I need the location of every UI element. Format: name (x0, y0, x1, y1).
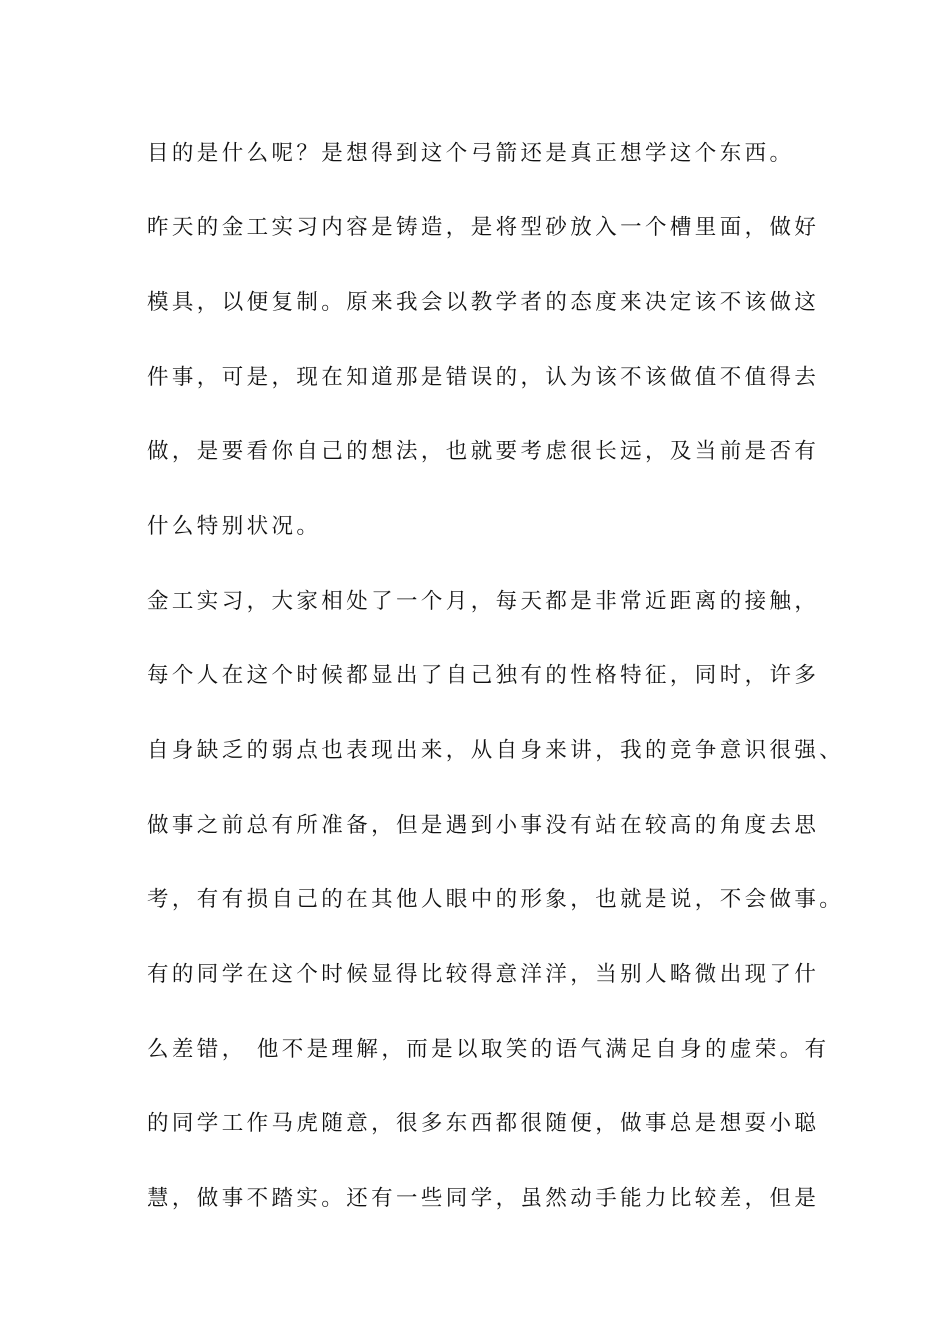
text-line-4: 件事，可是，现在知道那是错误的，认为该不该做值不值得去 (147, 365, 820, 390)
text-line-8: 每个人在这个时候都显出了自己独有的性格特征，同时，许多 (147, 663, 820, 688)
text-line-7: 金工实习，大家相处了一个月，每天都是非常近距离的接触， (147, 589, 820, 614)
text-line-2: 昨天的金工实习内容是铸造，是将型砂放入一个槽里面，做好 (147, 215, 820, 240)
text-line-13: 么差错， 他不是理解，而是以取笑的语气满足自身的虚荣。有 (147, 1037, 830, 1062)
text-line-1: 目的是什么呢？是想得到这个弓箭还是真正想学这个东西。 (147, 141, 795, 166)
text-line-14: 的同学工作马虎随意，很多东西都很随便，做事总是想耍小聪 (147, 1111, 820, 1136)
text-line-11: 考，有有损自己的在其他人眼中的形象，也就是说，不会做事。 (147, 887, 845, 912)
text-line-5: 做，是要看你自己的想法，也就要考虑很长远，及当前是否有 (147, 439, 820, 464)
text-line-15: 慧，做事不踏实。还有一些同学，虽然动手能力比较差，但是 (147, 1186, 820, 1211)
text-line-9: 自身缺乏的弱点也表现出来，从自身来讲，我的竞争意识很强、 (147, 738, 845, 763)
text-line-3: 模具，以便复制。原来我会以教学者的态度来决定该不该做这 (147, 290, 820, 315)
text-line-10: 做事之前总有所准备，但是遇到小事没有站在较高的角度去思 (147, 813, 820, 838)
text-line-6: 什么特别状况。 (147, 514, 322, 539)
text-line-12: 有的同学在这个时候显得比较得意洋洋，当别人略微出现了什 (147, 962, 820, 987)
